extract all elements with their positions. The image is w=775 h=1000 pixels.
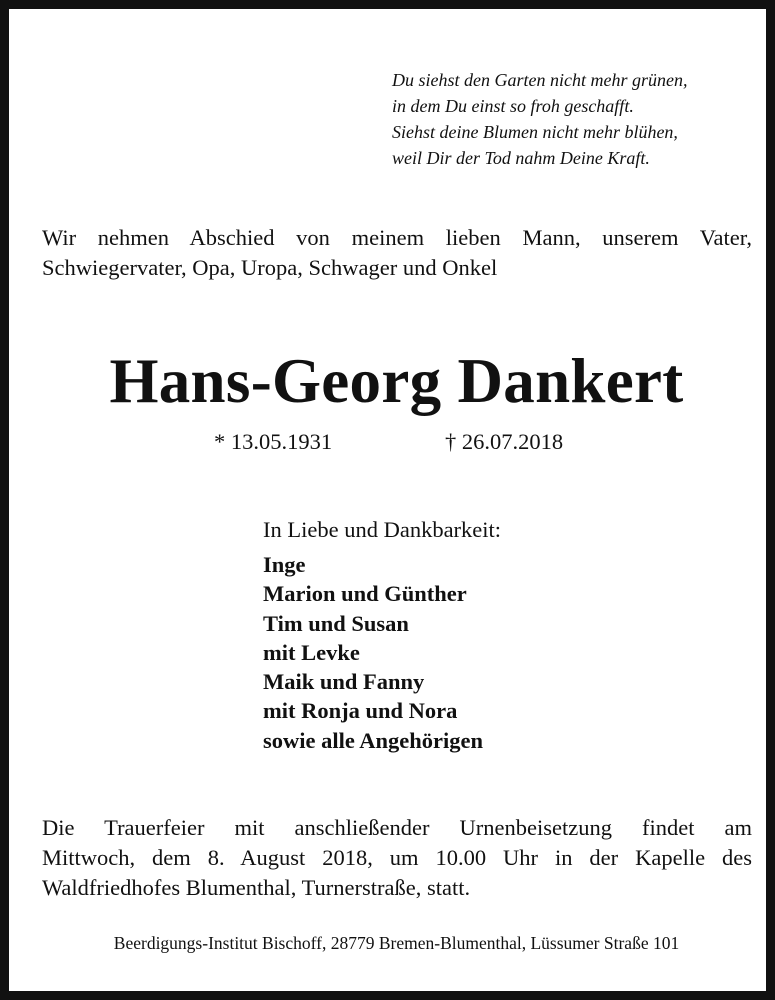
poem-line: in dem Du einst so froh geschafft. bbox=[392, 96, 634, 116]
family-member: mit Ronja und Nora bbox=[263, 698, 458, 724]
deceased-name: Hans-Georg Dankert bbox=[109, 346, 684, 416]
funeral-home-footer: Beerdigungs-Institut Bischoff, 28779 Bremen-Blumenthal, Lüssumer Straße 101 bbox=[113, 933, 680, 953]
service-details bbox=[42, 813, 752, 903]
family-member: Inge bbox=[263, 552, 306, 577]
death-date: † 26.07.2018 bbox=[445, 429, 564, 454]
service-line: Die Trauerfeier mit anschließender Urnenbeisetzung findet am bbox=[42, 815, 752, 840]
birth-date: * 13.05.1931 bbox=[214, 429, 333, 454]
intro-line: Wir nehmen Abschied von meinem lieben Mann, unserem Vater, bbox=[42, 225, 752, 250]
thanks-heading: In Liebe und Dankbarkeit: bbox=[263, 517, 502, 542]
poem-line: weil Dir der Tod nahm Deine Kraft. bbox=[392, 148, 650, 168]
family-member: mit Levke bbox=[263, 639, 360, 665]
family-list bbox=[263, 550, 483, 755]
poem-line: Siehst deine Blumen nicht mehr blühen, bbox=[392, 122, 678, 142]
poem-line: Du siehst den Garten nicht mehr grünen, bbox=[392, 70, 688, 90]
family-member: Tim und Susan bbox=[263, 610, 409, 636]
family-member: sowie alle Angehörigen bbox=[263, 727, 483, 753]
intro-line: Schwiegervater, Opa, Uropa, Schwager und Onkel bbox=[42, 255, 498, 280]
service-line: Mittwoch, dem 8. August 2018, um 10.00 Uhr in der Kapelle des bbox=[42, 845, 752, 870]
intro-text bbox=[42, 223, 752, 283]
poem bbox=[392, 67, 687, 171]
family-member: Maik und Fanny bbox=[263, 669, 425, 695]
family-member: Marion und Günther bbox=[263, 581, 467, 607]
service-line: Waldfriedhofes Blumenthal, Turnerstraße, statt. bbox=[42, 875, 471, 900]
